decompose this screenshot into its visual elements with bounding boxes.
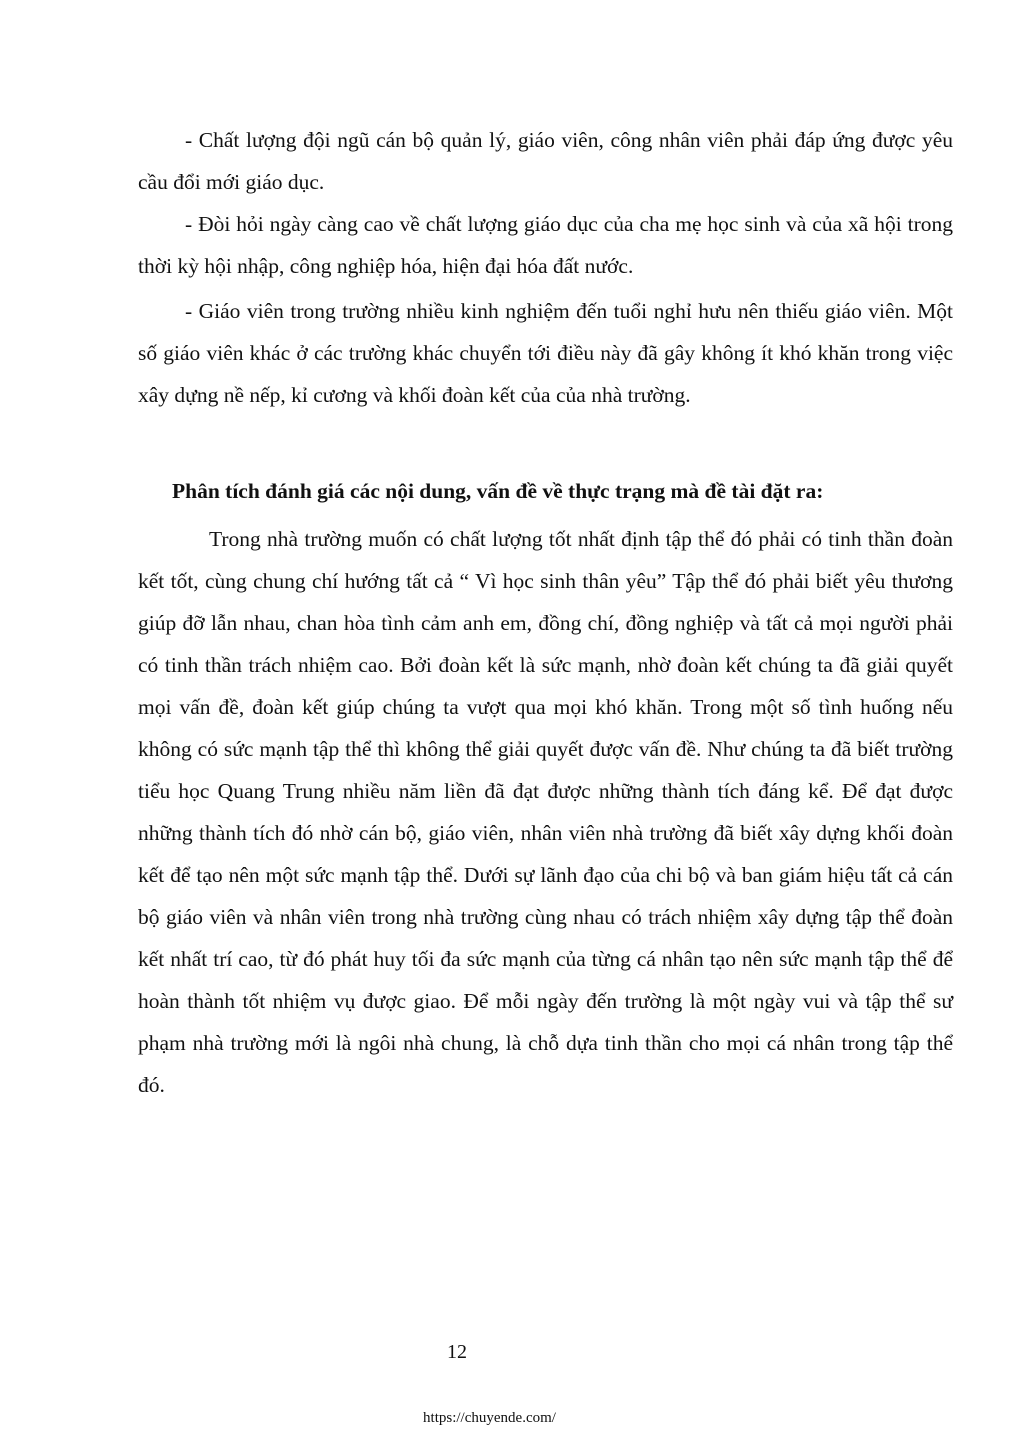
paragraph-parent-demands: - Đòi hỏi ngày càng cao về chất lượng giáo dục của cha mẹ học sinh và của xã hội trong thời kỳ hội nhập, công nghiệp hóa, hiện đại hóa đất nước. bbox=[138, 212, 953, 278]
footer-url: https://chuyende.com/ bbox=[423, 1410, 556, 1426]
paragraph-staff-quality: - Chất lượng đội ngũ cán bộ quản lý, giáo viên, công nhân viên phải đáp ứng được yêu cầu đổi mới giáo dục. bbox=[138, 128, 953, 194]
paragraph-teacher-retirement: - Giáo viên trong trường nhiều kinh nghiệm đến tuổi nghỉ hưu nên thiếu giáo viên. Một số giáo viên khác ở các trường khác chuyển tới điều này đã gây không ít khó khăn trong việc xây dựng nề nếp, kỉ cương và khối đoàn kết của của nhà trường. bbox=[138, 299, 953, 407]
section-heading: Phân tích đánh giá các nội dung, vấn đề về thực trạng mà đề tài đặt ra: bbox=[172, 479, 824, 503]
page-number: 12 bbox=[447, 1341, 467, 1363]
paragraph-solidarity: Trong nhà trường muốn có chất lượng tốt nhất định tập thể đó phải có tinh thần đoàn kết tốt, cùng chung chí hướng tất cả “ Vì học sinh thân yêu” Tập thể đó phải biết yêu thương giúp đỡ lẫn nhau, chan hòa tình cảm anh em, đồng chí, đồng nghiệp và tất cả mọi người phải có tinh thần trách nhiệm cao. Bởi đoàn kết là sức mạnh, nhờ đoàn kết chúng ta đã giải quyết mọi vấn đề, đoàn kết giúp chúng ta vượt qua mọi khó khăn. Trong một số tình huống nếu không có sức mạnh tập thể thì không thể giải quyết được vấn đề. Như chúng ta đã biết trường tiểu học Quang Trung nhiều năm liền đã đạt được những thành tích đáng kể. Để đạt được những thành tích đó nhờ cán bộ, giáo viên, nhân viên nhà trường đã biết xây dựng khối đoàn kết để tạo nên một sức mạnh tập thể. Dưới sự lãnh đạo của chi bộ và ban giám hiệu tất cả cán bộ giáo viên và nhân viên trong nhà trường cùng nhau có trách nhiệm xây dựng tập thể đoàn kết nhất trí cao, từ đó phát huy tối đa sức mạnh của từng cá nhân tạo nên sức mạnh tập thể để hoàn thành tốt nhiệm vụ được giao. Để mỗi ngày đến trường là một ngày vui và tập thể sư phạm nhà trường mới là ngôi nhà chung, là chỗ dựa tinh thần cho mọi cá nhân trong tập thể đó. bbox=[138, 527, 953, 1097]
